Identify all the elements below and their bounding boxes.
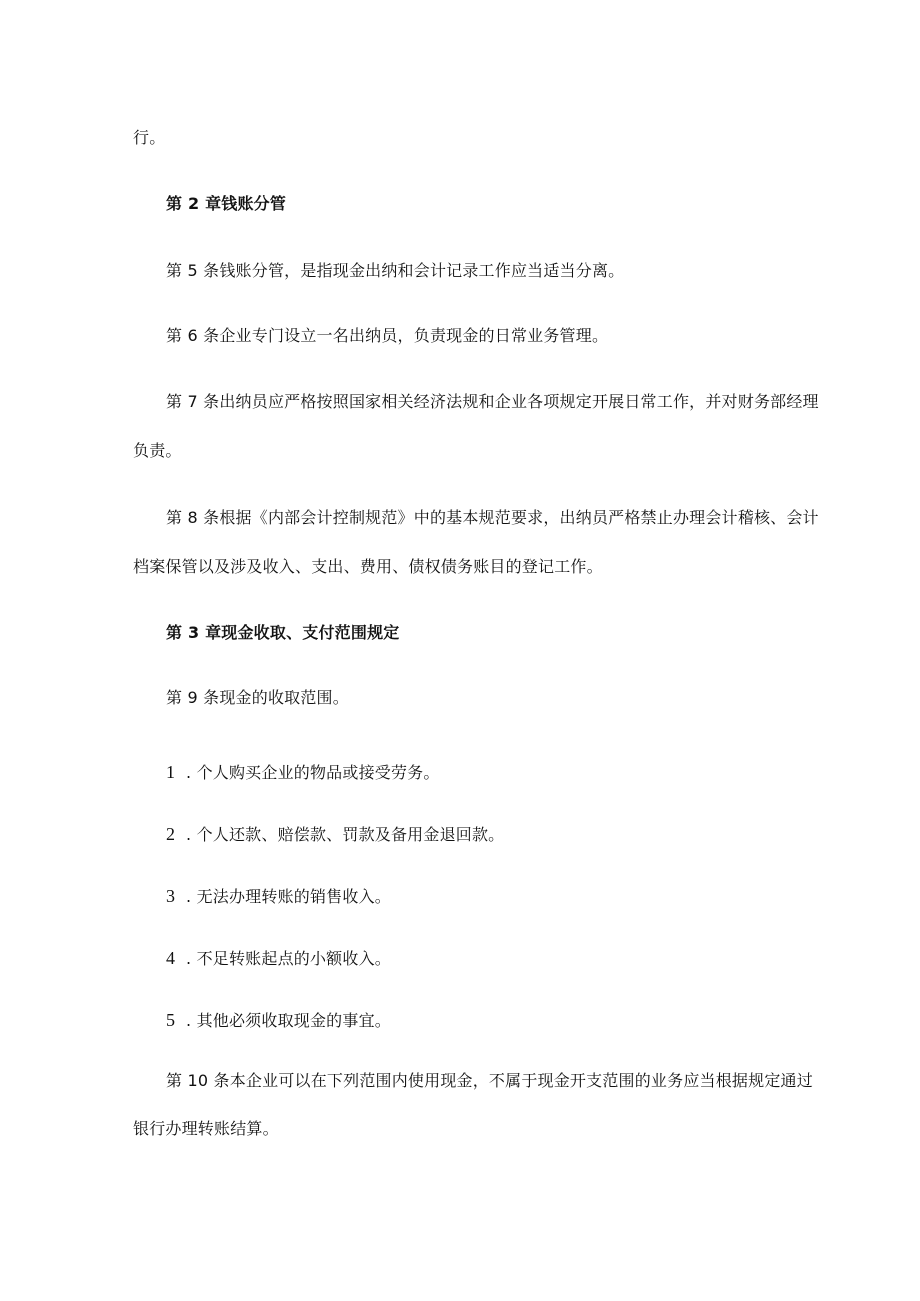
list-item-number: 5 (166, 1010, 176, 1030)
list-item-number: 3 (166, 886, 176, 906)
article-6: 第 6 条企业专门设立一名出纳员，负责现金的日常业务管理。 (166, 326, 609, 345)
list-item (166, 824, 504, 845)
list-item-text: . 其他必须收取现金的事宜。 (186, 1011, 391, 1030)
list-item (166, 886, 391, 907)
chapter-2-heading: 第 2 章钱账分管 (166, 194, 287, 213)
list-item-text: . 个人还款、赔偿款、罚款及备用金退回款。 (186, 825, 505, 844)
list-item-text: . 不足转账起点的小额收入。 (186, 949, 391, 968)
article-5: 第 5 条钱账分管，是指现金出纳和会计记录工作应当适当分离。 (166, 261, 625, 280)
article-10-line-1: 第 10 条本企业可以在下列范围内使用现金，不属于现金开支范围的业务应当根据规定通过 (166, 1071, 813, 1090)
article-10-line-2: 银行办理转账结算。 (133, 1119, 279, 1138)
list-item-number: 1 (166, 762, 176, 782)
list-item-number: 4 (166, 948, 176, 968)
list-item (166, 762, 440, 783)
article-7-line-2: 负责。 (133, 441, 182, 460)
list-item (166, 1010, 391, 1031)
article-7-line-1: 第 7 条出纳员应严格按照国家相关经济法规和企业各项规定开展日常工作，并对财务部经理 (166, 392, 819, 411)
article-8-line-1: 第 8 条根据《内部会计控制规范》中的基本规范要求，出纳员严格禁止办理会计稽核、会计 (166, 508, 819, 527)
list-item-text: . 个人购买企业的物品或接受劳务。 (186, 763, 440, 782)
article-9: 第 9 条现金的收取范围。 (166, 688, 349, 707)
list-item-text: . 无法办理转账的销售收入。 (186, 887, 391, 906)
list-item (166, 948, 391, 969)
list-item-number: 2 (166, 824, 176, 844)
chapter-3-heading: 第 3 章现金收取、支付范围规定 (166, 623, 400, 642)
article-8-line-2: 档案保管以及涉及收入、支出、费用、债权债务账目的登记工作。 (133, 557, 603, 576)
paragraph-continuation: 行。 (133, 128, 166, 147)
